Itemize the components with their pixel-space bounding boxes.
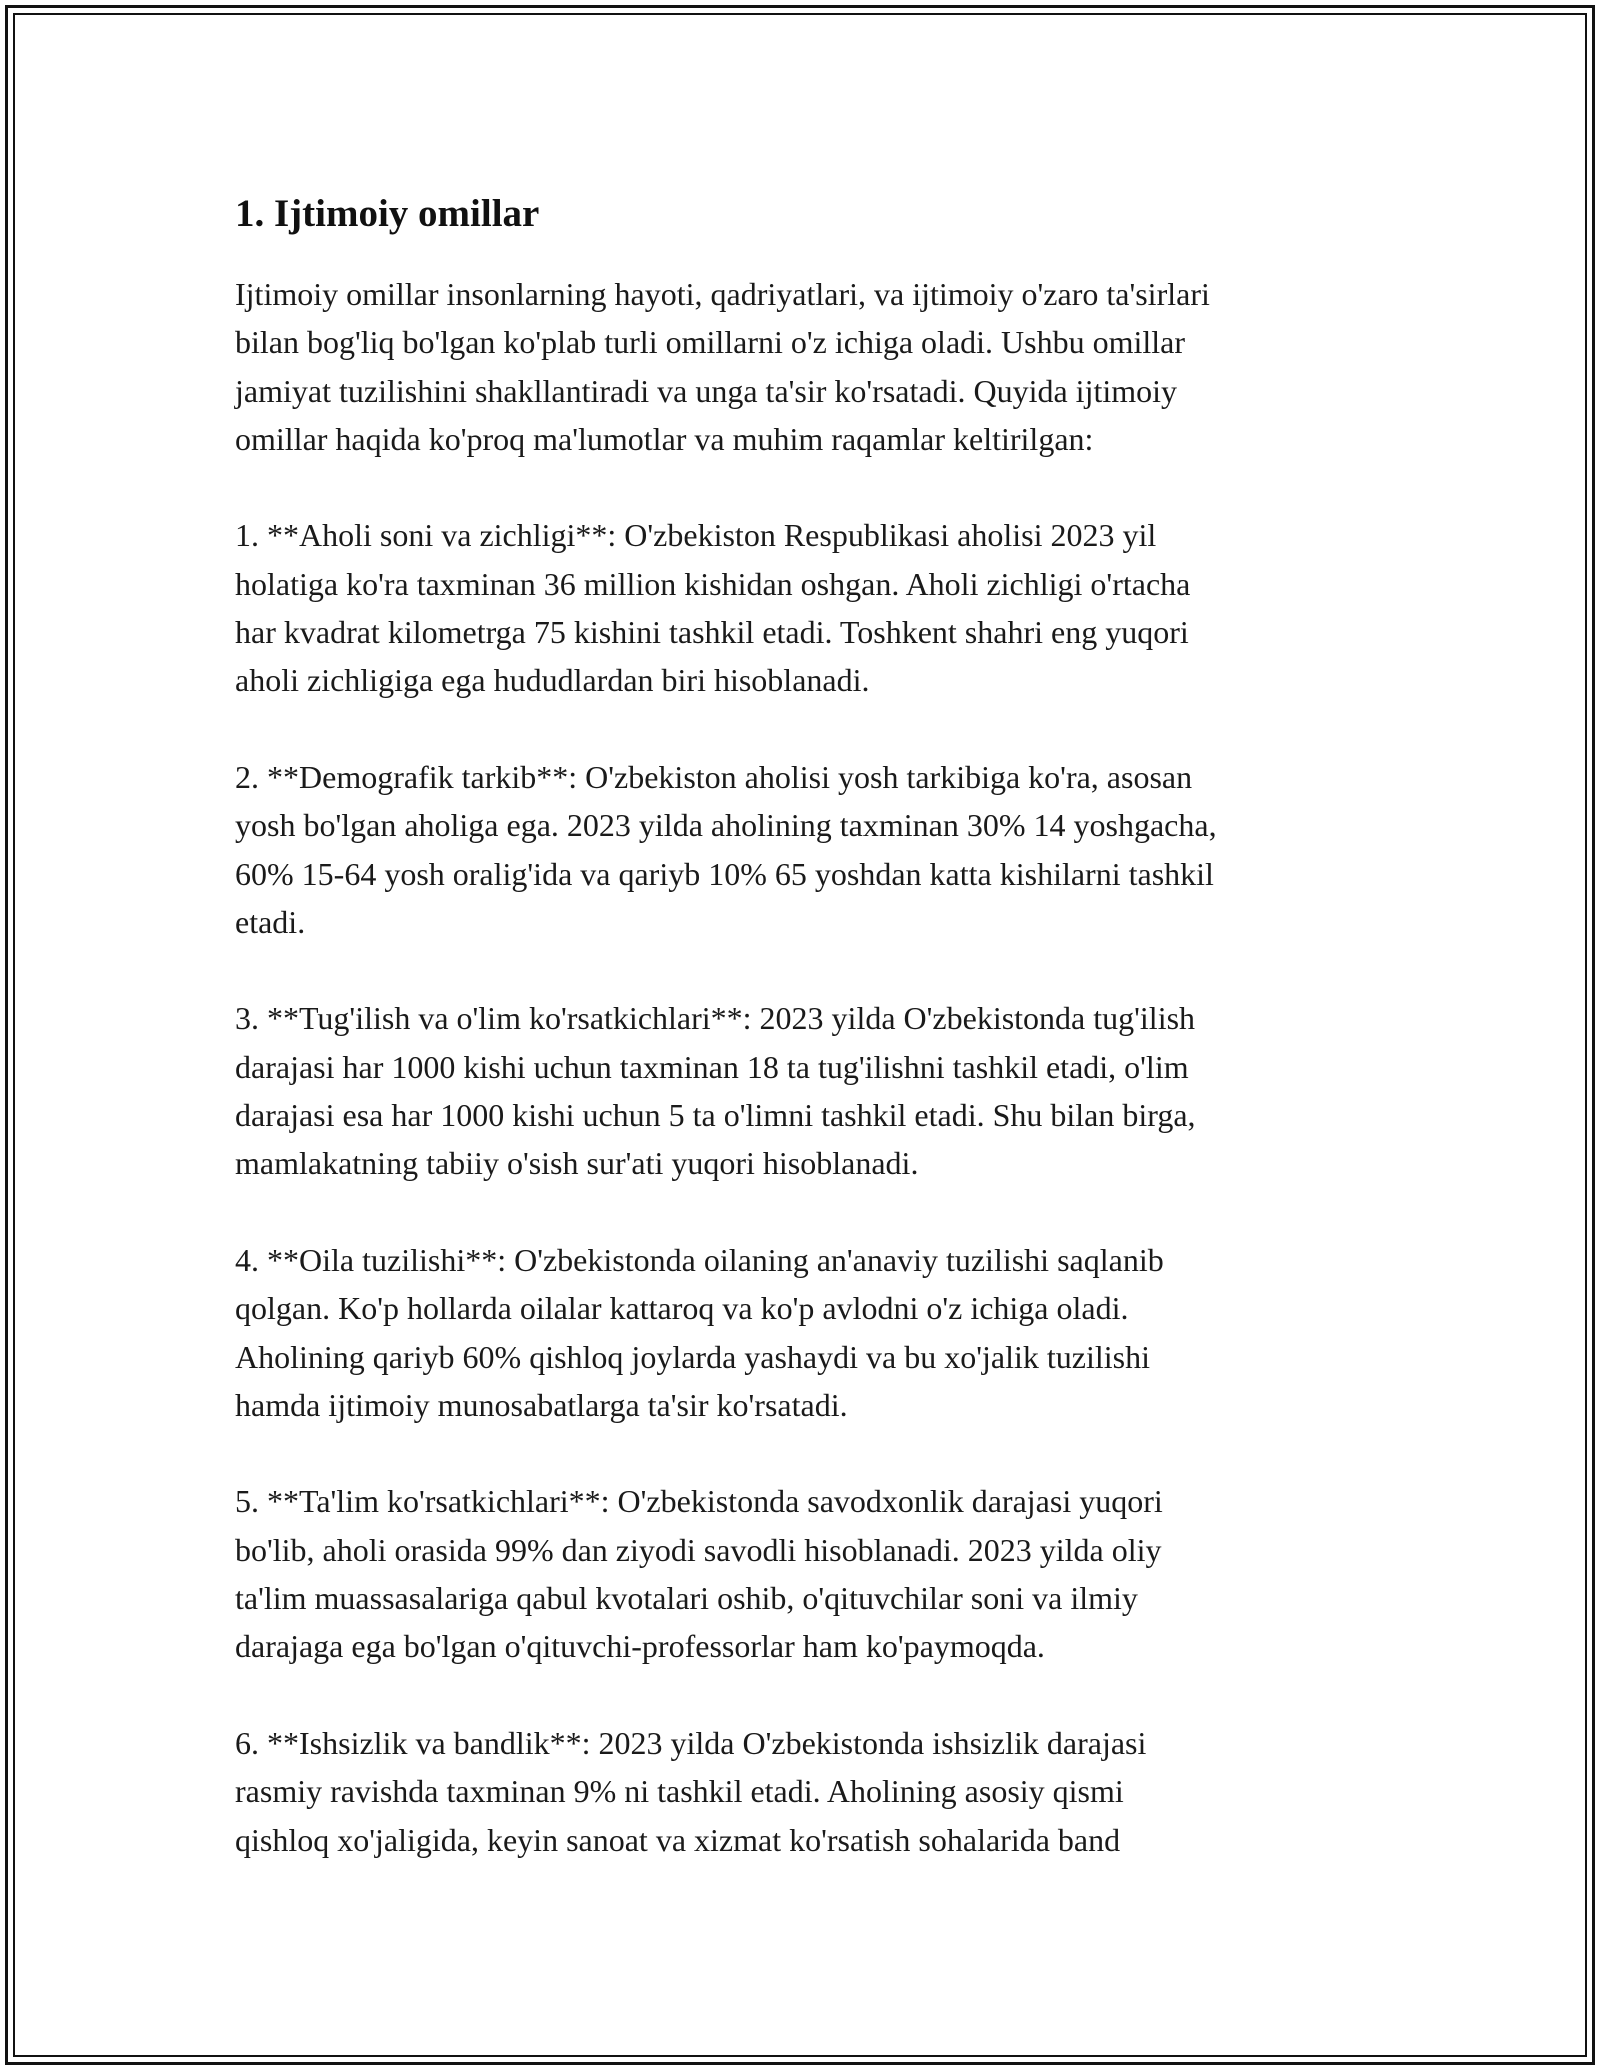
list-item-demographics: 2. **Demografik tarkib**: O'zbekiston aholisi yosh tarkibiga ko'ra, asosan yosh bo'lgan aholiga ega. 2023 yilda aholining taxminan 30% 14 yoshgacha, 60% 15-64 yosh oralig'ida va qariyb 10% 65 yoshdan katta kishilarni tashkil etadi.	[235, 758, 1217, 940]
paragraph-spacer	[235, 1671, 1375, 1719]
intro-paragraph: Ijtimoiy omillar insonlarning hayoti, qadriyatlari, va ijtimoiy o'zaro ta'sirlari bilan bog'liq bo'lgan ko'plab turli omillarni o'z ichiga oladi. Ushbu omillar jamiyat tuzilishini shakllantiradi va unga ta'sir ko'rsatadi. Quyida ijtimoiy omillar haqida ko'proq ma'lumotlar va muhim raqamlar keltirilgan:	[235, 276, 1210, 457]
document-body	[235, 186, 1375, 1864]
list-item-employment: 6. **Ishsizlik va bandlik**: 2023 yilda O'zbekistonda ishsizlik darajasi rasmiy ravishda taxminan 9% ni tashkil etadi. Aholining asosiy qismi qishloq xo'jaligida, keyin sanoat va xizmat ko'rsatish sohalarida band	[235, 1724, 1147, 1858]
paragraph-spacer	[235, 1188, 1375, 1236]
paragraph-spacer	[235, 705, 1375, 753]
paragraph-spacer	[235, 463, 1375, 511]
paragraph-spacer	[235, 1429, 1375, 1477]
list-item-population: 1. **Aholi soni va zichligi**: O'zbekiston Respublikasi aholisi 2023 yil holatiga ko'ra taxminan 36 million kishidan oshgan. Aholi zichligi o'rtacha har kvadrat kilometrga 75 kishini tashkil etadi. Toshkent shahri eng yuqori aholi zichligiga ega hududlardan biri hisoblanadi.	[235, 517, 1191, 699]
list-item-birth-death: 3. **Tug'ilish va o'lim ko'rsatkichlari**: 2023 yilda O'zbekistonda tug'ilish darajasi har 1000 kishi uchun taxminan 18 ta tug'ilishni tashkil etadi, o'lim darajasi esa har 1000 kishi uchun 5 ta o'limni tashkil etadi. Shu bilan birga, mamlakatning tabiiy o'sish sur'ati yuqori hisoblanadi.	[235, 1000, 1196, 1182]
list-item-family: 4. **Oila tuzilishi**: O'zbekistonda oilaning an'anaviy tuzilishi saqlanib qolgan. Ko'p hollarda oilalar kattaroq va ko'p avlodni o'z ichiga oladi. Aholining qariyb 60% qishloq joylarda yashaydi va bu xo'jalik tuzilishi hamda ijtimoiy munosabatlarga ta'sir ko'rsatadi.	[235, 1241, 1164, 1423]
section-heading: 1. Ijtimoiy omillar	[235, 192, 540, 235]
list-item-education: 5. **Ta'lim ko'rsatkichlari**: O'zbekistonda savodxonlik darajasi yuqori bo'lib, aholi orasida 99% dan ziyodi savodli hisoblanadi. 2023 yilda oliy ta'lim muassasalariga qabul kvotalari oshib, o'qituvchilar soni va ilmiy darajaga ega bo'lgan o'qituvchi-professorlar ham ko'paymoqda.	[235, 1483, 1163, 1665]
paragraph-spacer	[235, 946, 1375, 994]
